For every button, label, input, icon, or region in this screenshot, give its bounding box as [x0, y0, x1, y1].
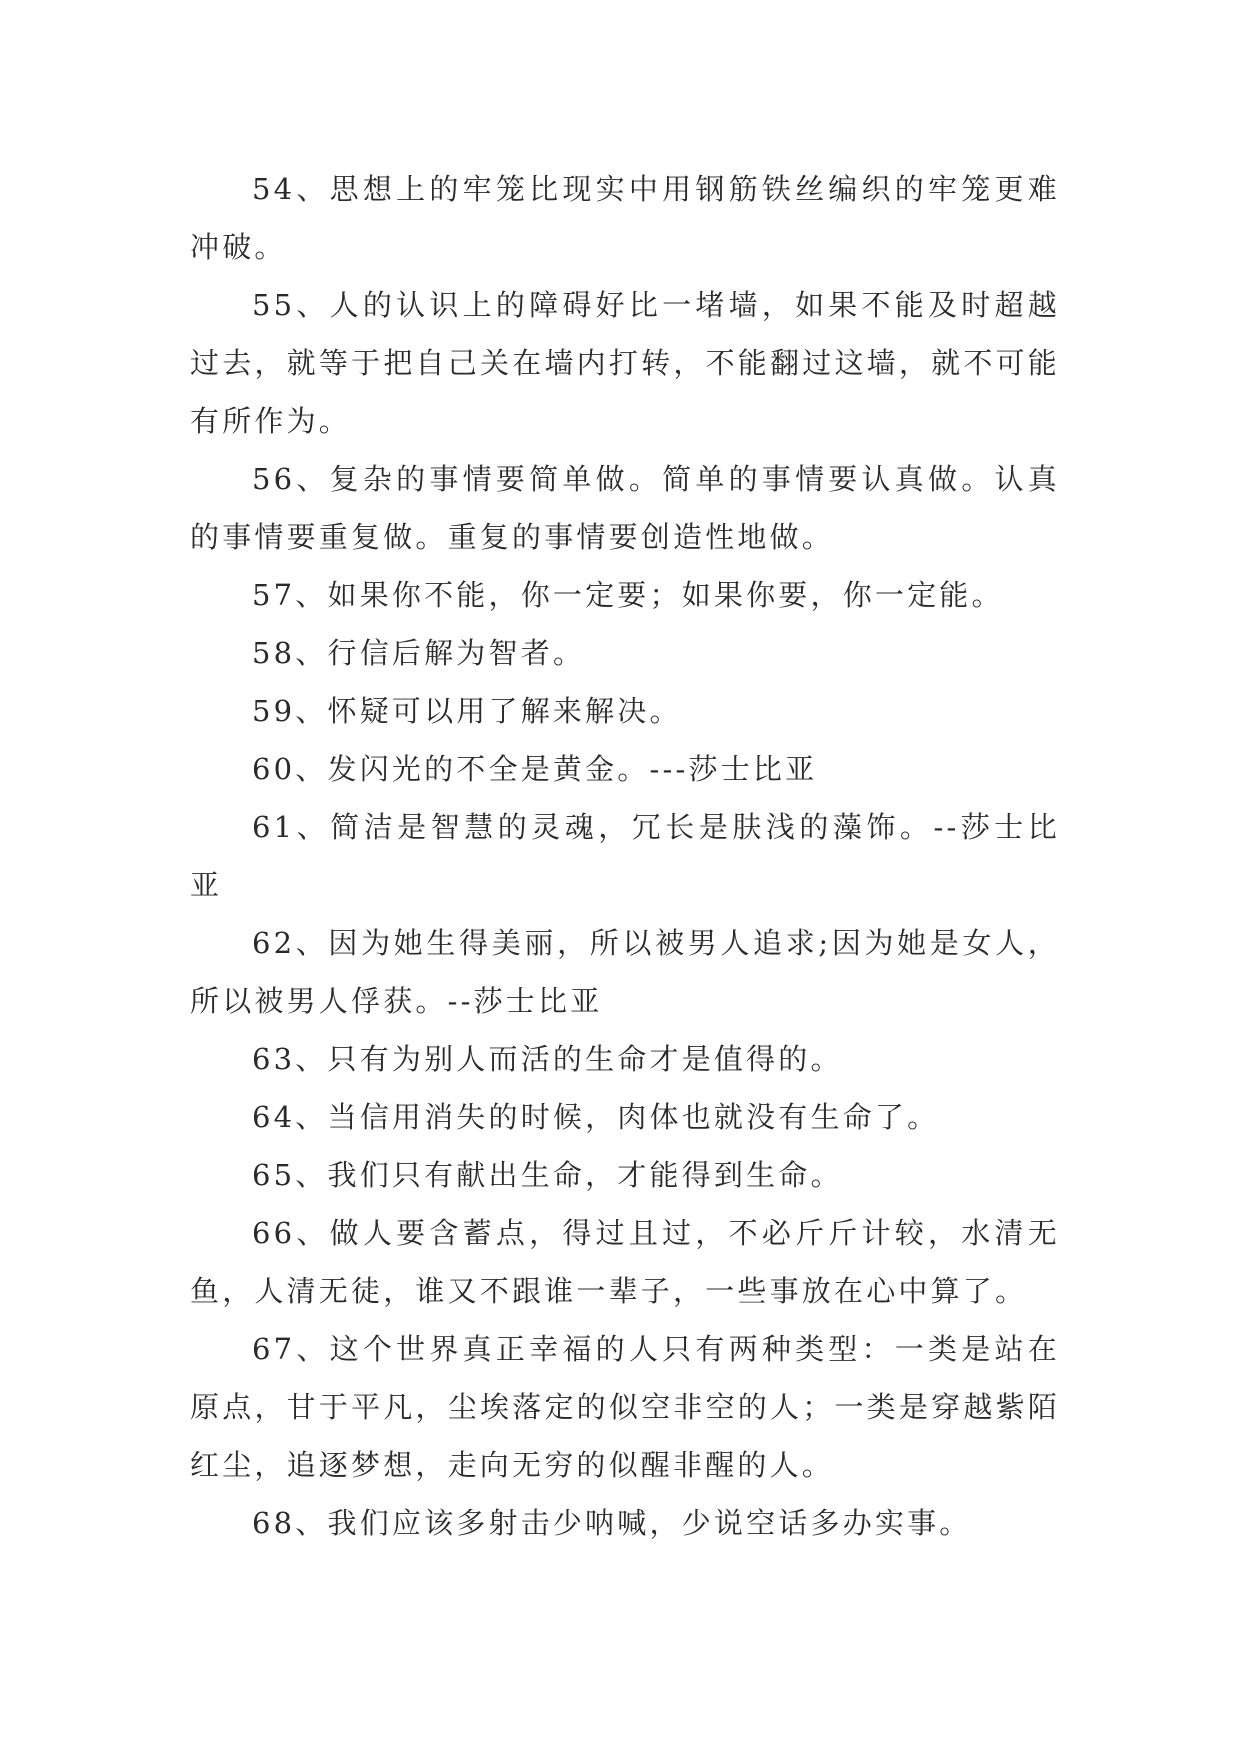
- quote-paragraph: 65、我们只有献出生命，才能得到生命。: [252, 1158, 843, 1192]
- quote-paragraph: 54、思想上的牢笼比现实中用钢筋铁丝编织的牢笼更难冲破。: [190, 172, 1060, 264]
- quote-paragraph: 59、怀疑可以用了解来解决。: [252, 694, 682, 728]
- quote-paragraph: 56、复杂的事情要简单做。简单的事情要认真做。认真的事情要重复做。重复的事情要创造性地做。: [190, 462, 1060, 554]
- quote-paragraph: 57、如果你不能，你一定要；如果你要，你一定能。: [252, 578, 1004, 612]
- quote-paragraph: 55、人的认识上的障碍好比一堵墙，如果不能及时超越过去，就等于把自己关在墙内打转，不能翻过这墙，就不可能有所作为。: [190, 288, 1060, 438]
- document-body: [190, 160, 1060, 1552]
- quote-paragraph: 60、发闪光的不全是黄金。---莎士比亚: [252, 752, 818, 786]
- quote-paragraph: 68、我们应该多射击少呐喊，少说空话多办实事。: [252, 1506, 972, 1540]
- quote-paragraph: 67、这个世界真正幸福的人只有两种类型：一类是站在原点，甘于平凡，尘埃落定的似空非空的人；一类是穿越紫陌红尘，追逐梦想，走向无穷的似醒非醒的人。: [190, 1332, 1060, 1482]
- quote-paragraph: 61、简洁是智慧的灵魂，冗长是肤浅的藻饰。--莎士比亚: [190, 810, 1060, 902]
- quote-paragraph: 62、因为她生得美丽，所以被男人追求;因为她是女人，所以被男人俘获。--莎士比亚: [190, 926, 1060, 1018]
- quote-paragraph: 64、当信用消失的时候，肉体也就没有生命了。: [252, 1100, 940, 1134]
- quote-paragraph: 58、行信后解为智者。: [252, 636, 586, 670]
- quote-paragraph: 66、做人要含蓄点，得过且过，不必斤斤计较，水清无鱼，人清无徒，谁又不跟谁一辈子，一些事放在心中算了。: [190, 1216, 1060, 1308]
- quote-paragraph: 63、只有为别人而活的生命才是值得的。: [252, 1042, 843, 1076]
